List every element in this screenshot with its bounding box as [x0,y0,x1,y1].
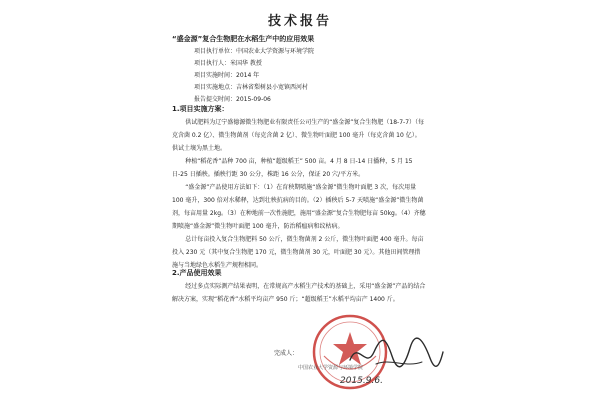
section1-paragraph: 总计每亩投入复合生物肥料 50 公斤，微生物菌剂 2 公斤，微生物叶面肥 400 毫升。每亩投入 230 元（其中复合生物肥 170 元，微生物菌剂 30 元，叶面肥 30 元）。其他田间管理措施与当地绿色水稻生产规程相同。 [172,236,424,269]
signature-date: 2015.9.6. [340,376,383,386]
section2-body [172,280,426,306]
section2-heading: 2.产品使用效果 [172,269,222,277]
report-title: 技术报告 [267,14,332,29]
report-subtitle: “盛金源”复合生物肥在水稻生产中的应用效果 [172,35,315,43]
section1-paragraph: 种植“稻花香”品种 700 亩，种植“超级稻王” 500 亩。4 月 8 日-14 日播种，5 月 15 日-25 日插秧。插秧行距 30 公分，株距 16 公分，保证 20 穴/平方米。 [172,158,413,178]
meta-project-time: 项目实施时间：2014 年 [194,72,260,79]
meta-project-person: 项目执行人：米国华 教授 [194,60,262,67]
section1-paragraph: 供试肥料为辽宁盛德源微生物肥业有限责任公司生产的“盛金源”复合生物肥（18-7-7）（每克含菌 0.2 亿）、微生物菌剂（每克含菌 2 亿）、微生物叶面肥 100 毫升（每克含菌 10 亿）。供试土壤为黑土地。 [172,119,425,152]
section1-body [172,116,426,272]
section1-heading: 1.项目实施方案： [172,105,229,113]
section1-paragraph: “盛金源”产品使用方法如下：（1）在育秧期喷施“盛金源”微生物叶面肥 3 次，每次用量 100 毫升，300 倍对水稀释，达到壮秧抗病的目的。（2）插秧后 5-7 天喷施“盛金源”微生物菌剂，每亩用量 2kg。（3）在种地前一次性施肥，施用“盛金源”复合生物肥每亩 50kg。（4）齐穗期喷施“盛金源”微生物叶面肥 100 毫升，防治稻瘟病和纹枯病。 [172,184,426,230]
meta-project-place: 项目实施地点：吉林省梨树县小宽镇西河村 [194,84,309,91]
meta-report-date: 报告提交时间：2015-09-06 [194,96,271,103]
section2-paragraph: 经过多点实际测产结果表明，在常规高产水稻生产技术的基础上，采用“盛金源”产品的结合解决方案，实现“稻花香”水稻平均亩产 950 斤；“超级稻王”水稻平均亩产 1400 斤。 [172,283,426,303]
meta-project-unit: 项目执行单位：中国农业大学资源与环境学院 [194,48,315,55]
signature-label: 完成人： [274,350,299,357]
signature-organization: 中国农业大学资源与环境学院 [298,365,364,371]
report-page [150,0,450,400]
